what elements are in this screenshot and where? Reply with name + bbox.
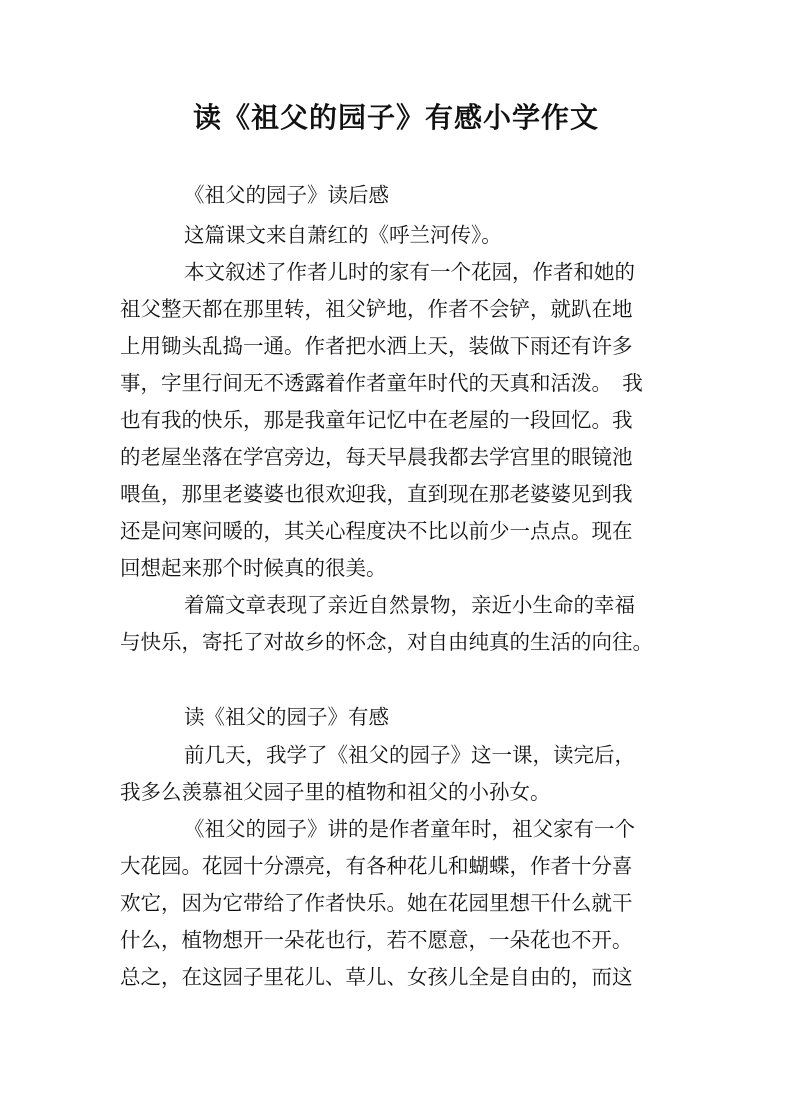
paragraph-line: 大花园。花园十分漂亮，有各种花儿和蝴蝶，作者十分喜 (120, 854, 633, 878)
paragraph-line: 这篇课文来自萧红的《呼兰河传》。 (184, 223, 502, 247)
paragraph-line: 也有我的快乐，那是我童年记忆中在老屋的一段回忆。我 (120, 408, 633, 432)
paragraph-line: 还是问寒问暖的，其关心程度决不比以前少一点点。现在 (120, 519, 633, 543)
paragraph-line: 本文叙述了作者儿时的家有一个花园，作者和她的 (184, 260, 635, 284)
section-heading: 《祖父的园子》读后感 (184, 183, 389, 207)
paragraph-line: 什么，植物想开一朵花也行，若不愿意，一朵花也不开。 (120, 928, 633, 952)
paragraph-line: 喂鱼，那里老婆婆也很欢迎我，直到现在那老婆婆见到我 (120, 482, 633, 506)
paragraph-line: 与快乐，寄托了对故乡的怀念，对自由纯真的生活的向往。 (120, 630, 653, 654)
paragraph-line: 前几天，我学了《祖父的园子》这一课，读完后， (184, 743, 635, 767)
paragraph-line: 事，字里行间无不透露着作者童年时代的天真和活泼。 我 (120, 371, 643, 395)
paragraph-line: 回想起来那个时候真的很美。 (120, 556, 387, 580)
paragraph-line: 欢它，因为它带给了作者快乐。她在花园里想干什么就干 (120, 891, 633, 915)
paragraph-line: 我多么羡慕祖父园子里的植物和祖父的小孙女。 (120, 780, 551, 804)
document-title: 读《祖父的园子》有感小学作文 (192, 101, 599, 134)
paragraph-line: 《祖父的园子》讲的是作者童年时，祖父家有一个 (184, 817, 635, 841)
paragraph-line: 祖父整天都在那里转，祖父铲地，作者不会铲，就趴在地 (120, 297, 633, 321)
section-heading: 读《祖父的园子》有感 (184, 705, 389, 729)
paragraph-line: 上用锄头乱捣一通。作者把水洒上天，装做下雨还有许多 (120, 334, 633, 358)
paragraph-line: 着篇文章表现了亲近自然景物，亲近小生命的幸福 (184, 593, 635, 617)
paragraph-line: 总之，在这园子里花儿、草儿、女孩儿全是自由的，而这 (120, 965, 633, 989)
paragraph-line: 的老屋坐落在学宫旁边，每天早晨我都去学宫里的眼镜池 (120, 445, 633, 469)
